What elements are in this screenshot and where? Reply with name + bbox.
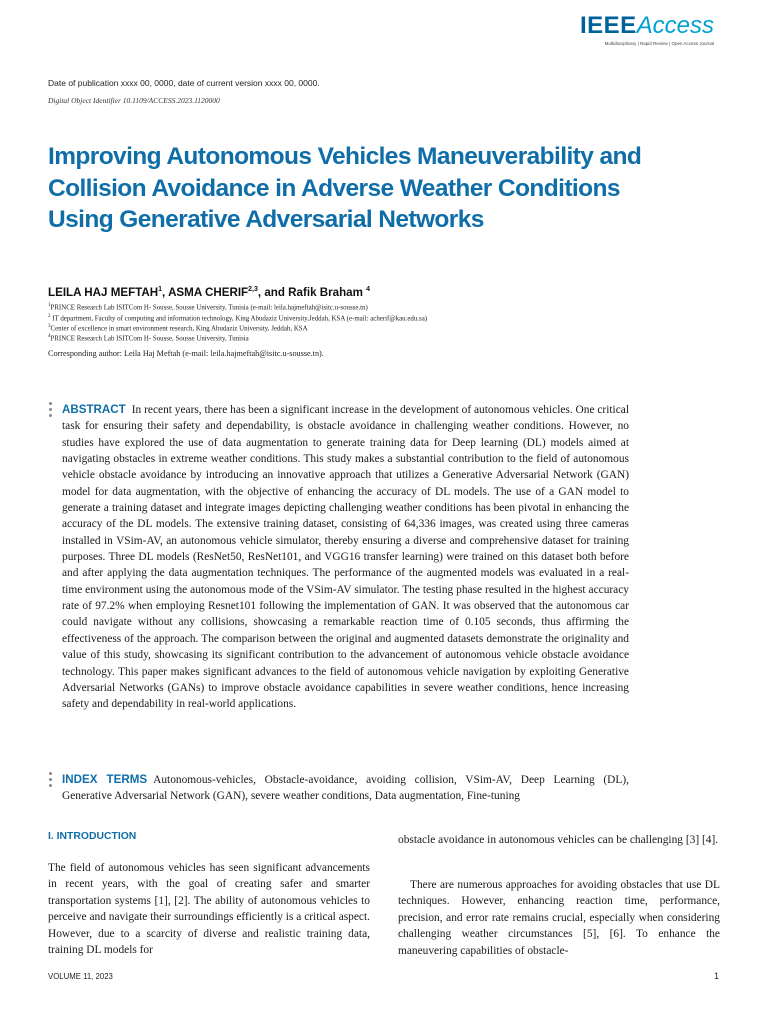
intro-paragraph-right-1: obstacle avoidance in autonomous vehicles can be challenging [3] [4].: [398, 834, 719, 846]
author-3-sup: 4: [366, 286, 371, 294]
affiliation-2: [48, 313, 427, 323]
author-1-sup: 1: [158, 286, 163, 294]
intro-paragraph-left: The field of autonomous vehicles has seen significant advancements in recent years, with the goal of creating safer and smarter transportation systems [1], [2]. The ability of autonomous vehicles to perceive and navigate their surroundings efficiently is a critical aspect. However, due to a scarcity of diverse and realistic training data, training DL models for: [48, 862, 370, 957]
affiliation-1: [48, 302, 368, 312]
abstract-text: In recent years, there has been a significant increase in the development of autonomous vehicles. One critical task for ensuring their safety and dependability, is obstacle avoidance in challenging weather conditions. However, no studies have explored the use of data augmentation to generate training data for Deep learning (DL) models aimed at navigating obstacles in extreme weather conditions. This study makes a substantial contribution to the field of autonomous vehicle obstacle avoidance by introducing an innovative approach that utilizes a Generative Adversarial Network (GAN) model for data augmentation, with the objective of enhancing the accuracy of DL models. The use of a GAN model to generate a training dataset and integrate images depicting challenging weather conditions has been pivotal in enhancing the accuracy of the DL models. The extensive training dataset, consisting of 64,336 images, was created using three cameras installed in VSim-AV, an autonomous vehicle simulator, thereby ensuring a diverse and comprehensive dataset for training purposes. Three DL models (ResNet50, ResNet101, and VGG16 transfer learning) were trained on this dataset both before and after applying the data augmentation techniques. The performance of the augmented models was evaluated in a real-time environment using the autonomous mode of the VSim-AV simulator. The testing phase resulted in the highest accuracy rate of 97.2% when employing Resnet101 following the implementation of GAN. It was observed that the autonomous car could navigate without any collisions, showcasing a remarkable reaction time of 0.105 seconds, thus affirming the effectiveness of the approach. The comparison between the original and augmented datasets demonstrate the originality and value of this study, showcasing its significant contribution to the advancement of autonomous vehicle obstacle avoidance technology. This paper makes significant advances to the field of autonomous vehicle navigation by exploiting Generative Adversarial Networks (GANs) to improve obstacle avoidance capabilities in severe weather conditions, hence increasing safety and dependability in real-world applications.: [62, 404, 629, 711]
doi: Digital Object Identifier 10.1109/ACCESS.2023.1120000: [48, 96, 220, 105]
abstract-heading: ABSTRACT: [62, 403, 126, 416]
affiliation-4: [48, 333, 249, 343]
affiliation-4-text: PRINCE Research Lab ISITCom H- Sousse, Sousse University, Tunisia: [50, 335, 249, 343]
abstract-marker: [49, 402, 52, 420]
affiliation-1-text: PRINCE Research Lab ISITCom H- Sousse, Sousse University, Tunisia (e-mail: leila.hajmeftah@isitc.u-sousse.tn): [50, 304, 368, 312]
affiliation-3: [48, 323, 308, 333]
affiliation-3-text: Center of excellence in smart environment research, King Abudaziz University, Jeddah, KSA: [50, 325, 308, 333]
page-number: 1: [713, 971, 719, 981]
author-1: LEILA HAJ MEFTAH: [48, 286, 159, 299]
logo-brand: IEEE: [579, 12, 637, 39]
index-terms-marker: [49, 772, 52, 790]
journal-logo: [580, 14, 714, 46]
author-list: LEILA HAJ MEFTAH$^1$, ASMA CHERIF$^{2,3}$, and Rafik Braham $^4$: [48, 286, 371, 299]
volume-label: VOLUME 11, 2023: [48, 972, 113, 981]
logo-tagline: Multidisciplinary | Rapid Review | Open Access Journal: [604, 41, 714, 46]
affiliation-1-sup: 1: [48, 303, 51, 308]
section-heading-introduction: I. INTRODUCTION: [48, 831, 137, 842]
affiliation-3-sup: 3: [48, 324, 51, 329]
index-terms: [62, 772, 629, 805]
author-2-sup: 2,3: [248, 286, 258, 294]
index-terms-heading: INDEX TERMS: [62, 773, 148, 786]
logo-product: Access: [636, 12, 714, 39]
corresponding-author: Corresponding author: Leila Haj Meftah (e-mail: leila.hajmeftah@isitc.u-sousse.tn).: [48, 349, 324, 358]
abstract: [62, 402, 629, 713]
author-3: and Rafik Braham: [264, 286, 363, 299]
affiliation-2-text: IT department, Faculty of computing and information technology, King Abudaziz University,Jeddah, KSA (e-mail: acherif@kau.edu.sa): [50, 315, 428, 323]
publication-date: Date of publication xxxx 00, 0000, date of current version xxxx 00, 0000.: [48, 78, 320, 88]
affiliation-2-sup: 2: [48, 314, 51, 319]
paper-title: Improving Autonomous Vehicles Maneuverability and Collision Avoidance in Adverse Weather Conditions Using Generative Adversarial Networks: [48, 143, 642, 233]
affiliation-4-sup: 4: [48, 334, 51, 339]
author-2: ASMA CHERIF: [168, 286, 249, 299]
intro-paragraph-right-2: There are numerous approaches for avoiding obstacles that use DL techniques. However, enhancing reaction time, performance, precision, and error rate remains crucial, especially when considering challenging weather circumstances [5], [6]. To enhance the maneuvering capabilities of obstacle-: [398, 879, 720, 957]
index-terms-text: Autonomous-vehicles, Obstacle-avoidance, avoiding collision, VSim-AV, Deep Learning (DL), Generative Adversarial Network (GAN), severe weather conditions, Data augmentation, Fine-tuning: [62, 774, 629, 803]
